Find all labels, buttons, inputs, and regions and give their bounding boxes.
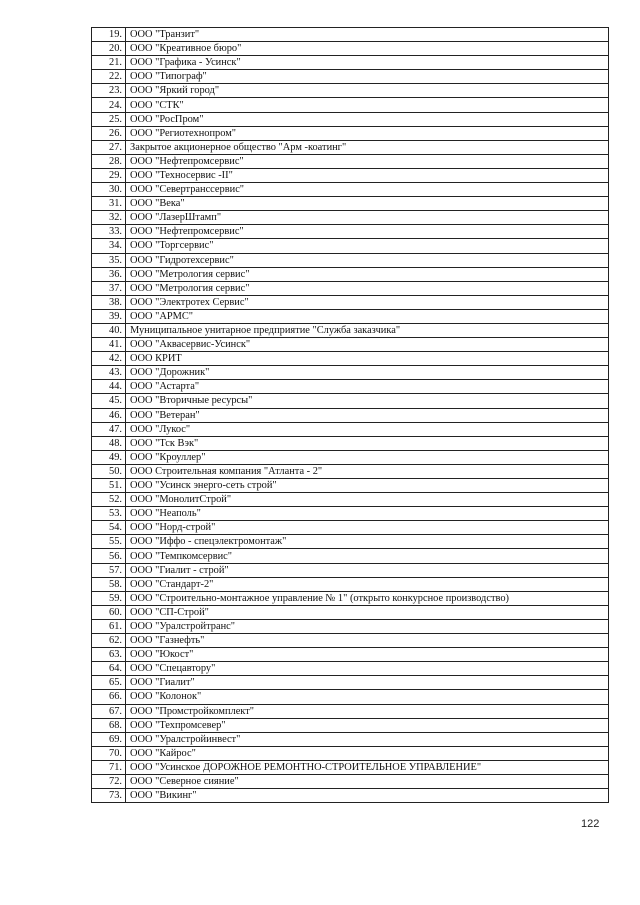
organization-name: ООО "Юкост" (126, 648, 609, 662)
organization-name: ООО "Строительно-монтажное управление № 1" (открыто конкурсное производство) (126, 591, 609, 605)
row-number: 48. (92, 436, 126, 450)
row-number: 31. (92, 197, 126, 211)
organization-name: ООО Строительная компания "Атланта - 2" (126, 464, 609, 478)
table-row (92, 479, 609, 493)
organization-name: ООО "Колонок" (126, 690, 609, 704)
table-row (92, 605, 609, 619)
row-number: 70. (92, 746, 126, 760)
organization-name: ООО "Астарта" (126, 380, 609, 394)
organization-name: ООО "РосПром" (126, 112, 609, 126)
table-row (92, 408, 609, 422)
row-number: 49. (92, 450, 126, 464)
row-number: 59. (92, 591, 126, 605)
row-number: 28. (92, 154, 126, 168)
organization-name: ООО "Неаполь" (126, 507, 609, 521)
table-row (92, 84, 609, 98)
organization-name: ООО "Техносервис -II" (126, 168, 609, 182)
table-row (92, 28, 609, 42)
row-number: 65. (92, 676, 126, 690)
organizations-table-body (92, 28, 609, 803)
table-row (92, 634, 609, 648)
organization-name: Закрытое акционерное общество "Арм -коатинг" (126, 140, 609, 154)
organization-name: ООО "ЛазерШтамп" (126, 211, 609, 225)
row-number: 73. (92, 789, 126, 803)
table-row (92, 112, 609, 126)
table-row (92, 154, 609, 168)
table-row (92, 507, 609, 521)
row-number: 44. (92, 380, 126, 394)
organization-name: ООО "Электротех Сервис" (126, 295, 609, 309)
organization-name: ООО "Уралстройтранс" (126, 619, 609, 633)
row-number: 52. (92, 493, 126, 507)
organization-name: ООО "СТК" (126, 98, 609, 112)
table-row (92, 352, 609, 366)
organization-name: ООО "Дорожник" (126, 366, 609, 380)
row-number: 69. (92, 732, 126, 746)
row-number: 29. (92, 168, 126, 182)
organization-name: ООО "Усинск энерго-сеть строй" (126, 479, 609, 493)
row-number: 23. (92, 84, 126, 98)
table-row (92, 126, 609, 140)
table-row (92, 323, 609, 337)
table-row (92, 690, 609, 704)
table-row (92, 211, 609, 225)
row-number: 71. (92, 760, 126, 774)
row-number: 61. (92, 619, 126, 633)
table-row (92, 464, 609, 478)
row-number: 43. (92, 366, 126, 380)
organization-name: ООО "Севертранссервис" (126, 183, 609, 197)
organization-name: ООО "Спецавтору" (126, 662, 609, 676)
table-row (92, 619, 609, 633)
organization-name: ООО "АРМС" (126, 309, 609, 323)
organization-name: ООО "Тск Вэк" (126, 436, 609, 450)
row-number: 45. (92, 394, 126, 408)
table-row (92, 789, 609, 803)
row-number: 42. (92, 352, 126, 366)
row-number: 33. (92, 225, 126, 239)
page-number: 122 (581, 818, 600, 830)
organization-name: ООО "Креативное бюро" (126, 42, 609, 56)
row-number: 68. (92, 718, 126, 732)
table-row (92, 521, 609, 535)
row-number: 30. (92, 183, 126, 197)
organization-name: ООО "Нефтепромсервис" (126, 154, 609, 168)
organization-name: Муниципальное унитарное предприятие "Служба заказчика" (126, 323, 609, 337)
organization-name: ООО "Усинское ДОРОЖНОЕ РЕМОНТНО-СТРОИТЕЛЬНОЕ УПРАВЛЕНИЕ" (126, 760, 609, 774)
table-row (92, 70, 609, 84)
table-row (92, 732, 609, 746)
row-number: 21. (92, 56, 126, 70)
organization-name: ООО "Региотехнопром" (126, 126, 609, 140)
organization-name: ООО "Типограф" (126, 70, 609, 84)
table-row (92, 168, 609, 182)
row-number: 72. (92, 774, 126, 788)
organization-name: ООО "Гиалит" (126, 676, 609, 690)
table-row (92, 394, 609, 408)
organization-name: ООО "Вторичные ресурсы" (126, 394, 609, 408)
organization-name: ООО "Аквасервис-Усинск" (126, 338, 609, 352)
table-row (92, 493, 609, 507)
organization-name: ООО "Викинг" (126, 789, 609, 803)
row-number: 67. (92, 704, 126, 718)
organization-name: ООО "Ветеран" (126, 408, 609, 422)
table-row (92, 676, 609, 690)
organization-name: ООО "Гиалит - строй" (126, 563, 609, 577)
table-row (92, 183, 609, 197)
organization-name: ООО "Века" (126, 197, 609, 211)
organization-name: ООО "Торгсервис" (126, 239, 609, 253)
row-number: 27. (92, 140, 126, 154)
row-number: 35. (92, 253, 126, 267)
row-number: 38. (92, 295, 126, 309)
organization-name: ООО КРИТ (126, 352, 609, 366)
organization-name: ООО "Темпкомсервис" (126, 549, 609, 563)
organization-name: ООО "Нефтепромсервис" (126, 225, 609, 239)
row-number: 24. (92, 98, 126, 112)
organization-name: ООО "Графика - Усинск" (126, 56, 609, 70)
table-row (92, 591, 609, 605)
table-row (92, 309, 609, 323)
row-number: 62. (92, 634, 126, 648)
table-row (92, 338, 609, 352)
organization-name: ООО "Кайрос" (126, 746, 609, 760)
table-row (92, 535, 609, 549)
row-number: 56. (92, 549, 126, 563)
organization-name: ООО "Метрология сервис" (126, 281, 609, 295)
table-row (92, 648, 609, 662)
row-number: 20. (92, 42, 126, 56)
table-row (92, 436, 609, 450)
table-row (92, 239, 609, 253)
organization-name: ООО "Промстройкомплект" (126, 704, 609, 718)
table-row (92, 267, 609, 281)
row-number: 50. (92, 464, 126, 478)
table-row (92, 718, 609, 732)
row-number: 36. (92, 267, 126, 281)
row-number: 60. (92, 605, 126, 619)
table-row (92, 366, 609, 380)
organization-name: ООО "Кроуллер" (126, 450, 609, 464)
row-number: 53. (92, 507, 126, 521)
row-number: 37. (92, 281, 126, 295)
row-number: 55. (92, 535, 126, 549)
organization-name: ООО "Техпромсевер" (126, 718, 609, 732)
row-number: 41. (92, 338, 126, 352)
table-row (92, 281, 609, 295)
row-number: 57. (92, 563, 126, 577)
table-row (92, 253, 609, 267)
row-number: 39. (92, 309, 126, 323)
row-number: 46. (92, 408, 126, 422)
organization-name: ООО "Метрология сервис" (126, 267, 609, 281)
row-number: 19. (92, 28, 126, 42)
organization-name: ООО "Яркий город" (126, 84, 609, 98)
organization-name: ООО "Газнефть" (126, 634, 609, 648)
organizations-table (91, 27, 609, 803)
row-number: 58. (92, 577, 126, 591)
row-number: 54. (92, 521, 126, 535)
row-number: 32. (92, 211, 126, 225)
table-row (92, 774, 609, 788)
table-row (92, 56, 609, 70)
organization-name: ООО "МонолитСтрой" (126, 493, 609, 507)
row-number: 22. (92, 70, 126, 84)
organization-name: ООО "СП-Строй" (126, 605, 609, 619)
row-number: 51. (92, 479, 126, 493)
row-number: 25. (92, 112, 126, 126)
table-row (92, 380, 609, 394)
organization-name: ООО "Северное сияние" (126, 774, 609, 788)
table-row (92, 42, 609, 56)
organization-name: ООО "Норд-строй" (126, 521, 609, 535)
row-number: 40. (92, 323, 126, 337)
table-row (92, 563, 609, 577)
row-number: 63. (92, 648, 126, 662)
table-row (92, 197, 609, 211)
table-row (92, 140, 609, 154)
table-row (92, 450, 609, 464)
organization-name: ООО "Лукос" (126, 422, 609, 436)
row-number: 64. (92, 662, 126, 676)
table-row (92, 225, 609, 239)
table-row (92, 295, 609, 309)
table-row (92, 662, 609, 676)
table-row (92, 549, 609, 563)
table-row (92, 422, 609, 436)
table-row (92, 98, 609, 112)
organization-name: ООО "Гидротехсервис" (126, 253, 609, 267)
row-number: 66. (92, 690, 126, 704)
row-number: 47. (92, 422, 126, 436)
table-row (92, 577, 609, 591)
organization-name: ООО "Уралстройинвест" (126, 732, 609, 746)
organization-name: ООО "Стандарт-2" (126, 577, 609, 591)
row-number: 34. (92, 239, 126, 253)
row-number: 26. (92, 126, 126, 140)
table-row (92, 760, 609, 774)
table-row (92, 704, 609, 718)
table-row (92, 746, 609, 760)
organization-name: ООО "Иффо - спецэлектромонтаж" (126, 535, 609, 549)
organization-name: ООО "Транзит" (126, 28, 609, 42)
